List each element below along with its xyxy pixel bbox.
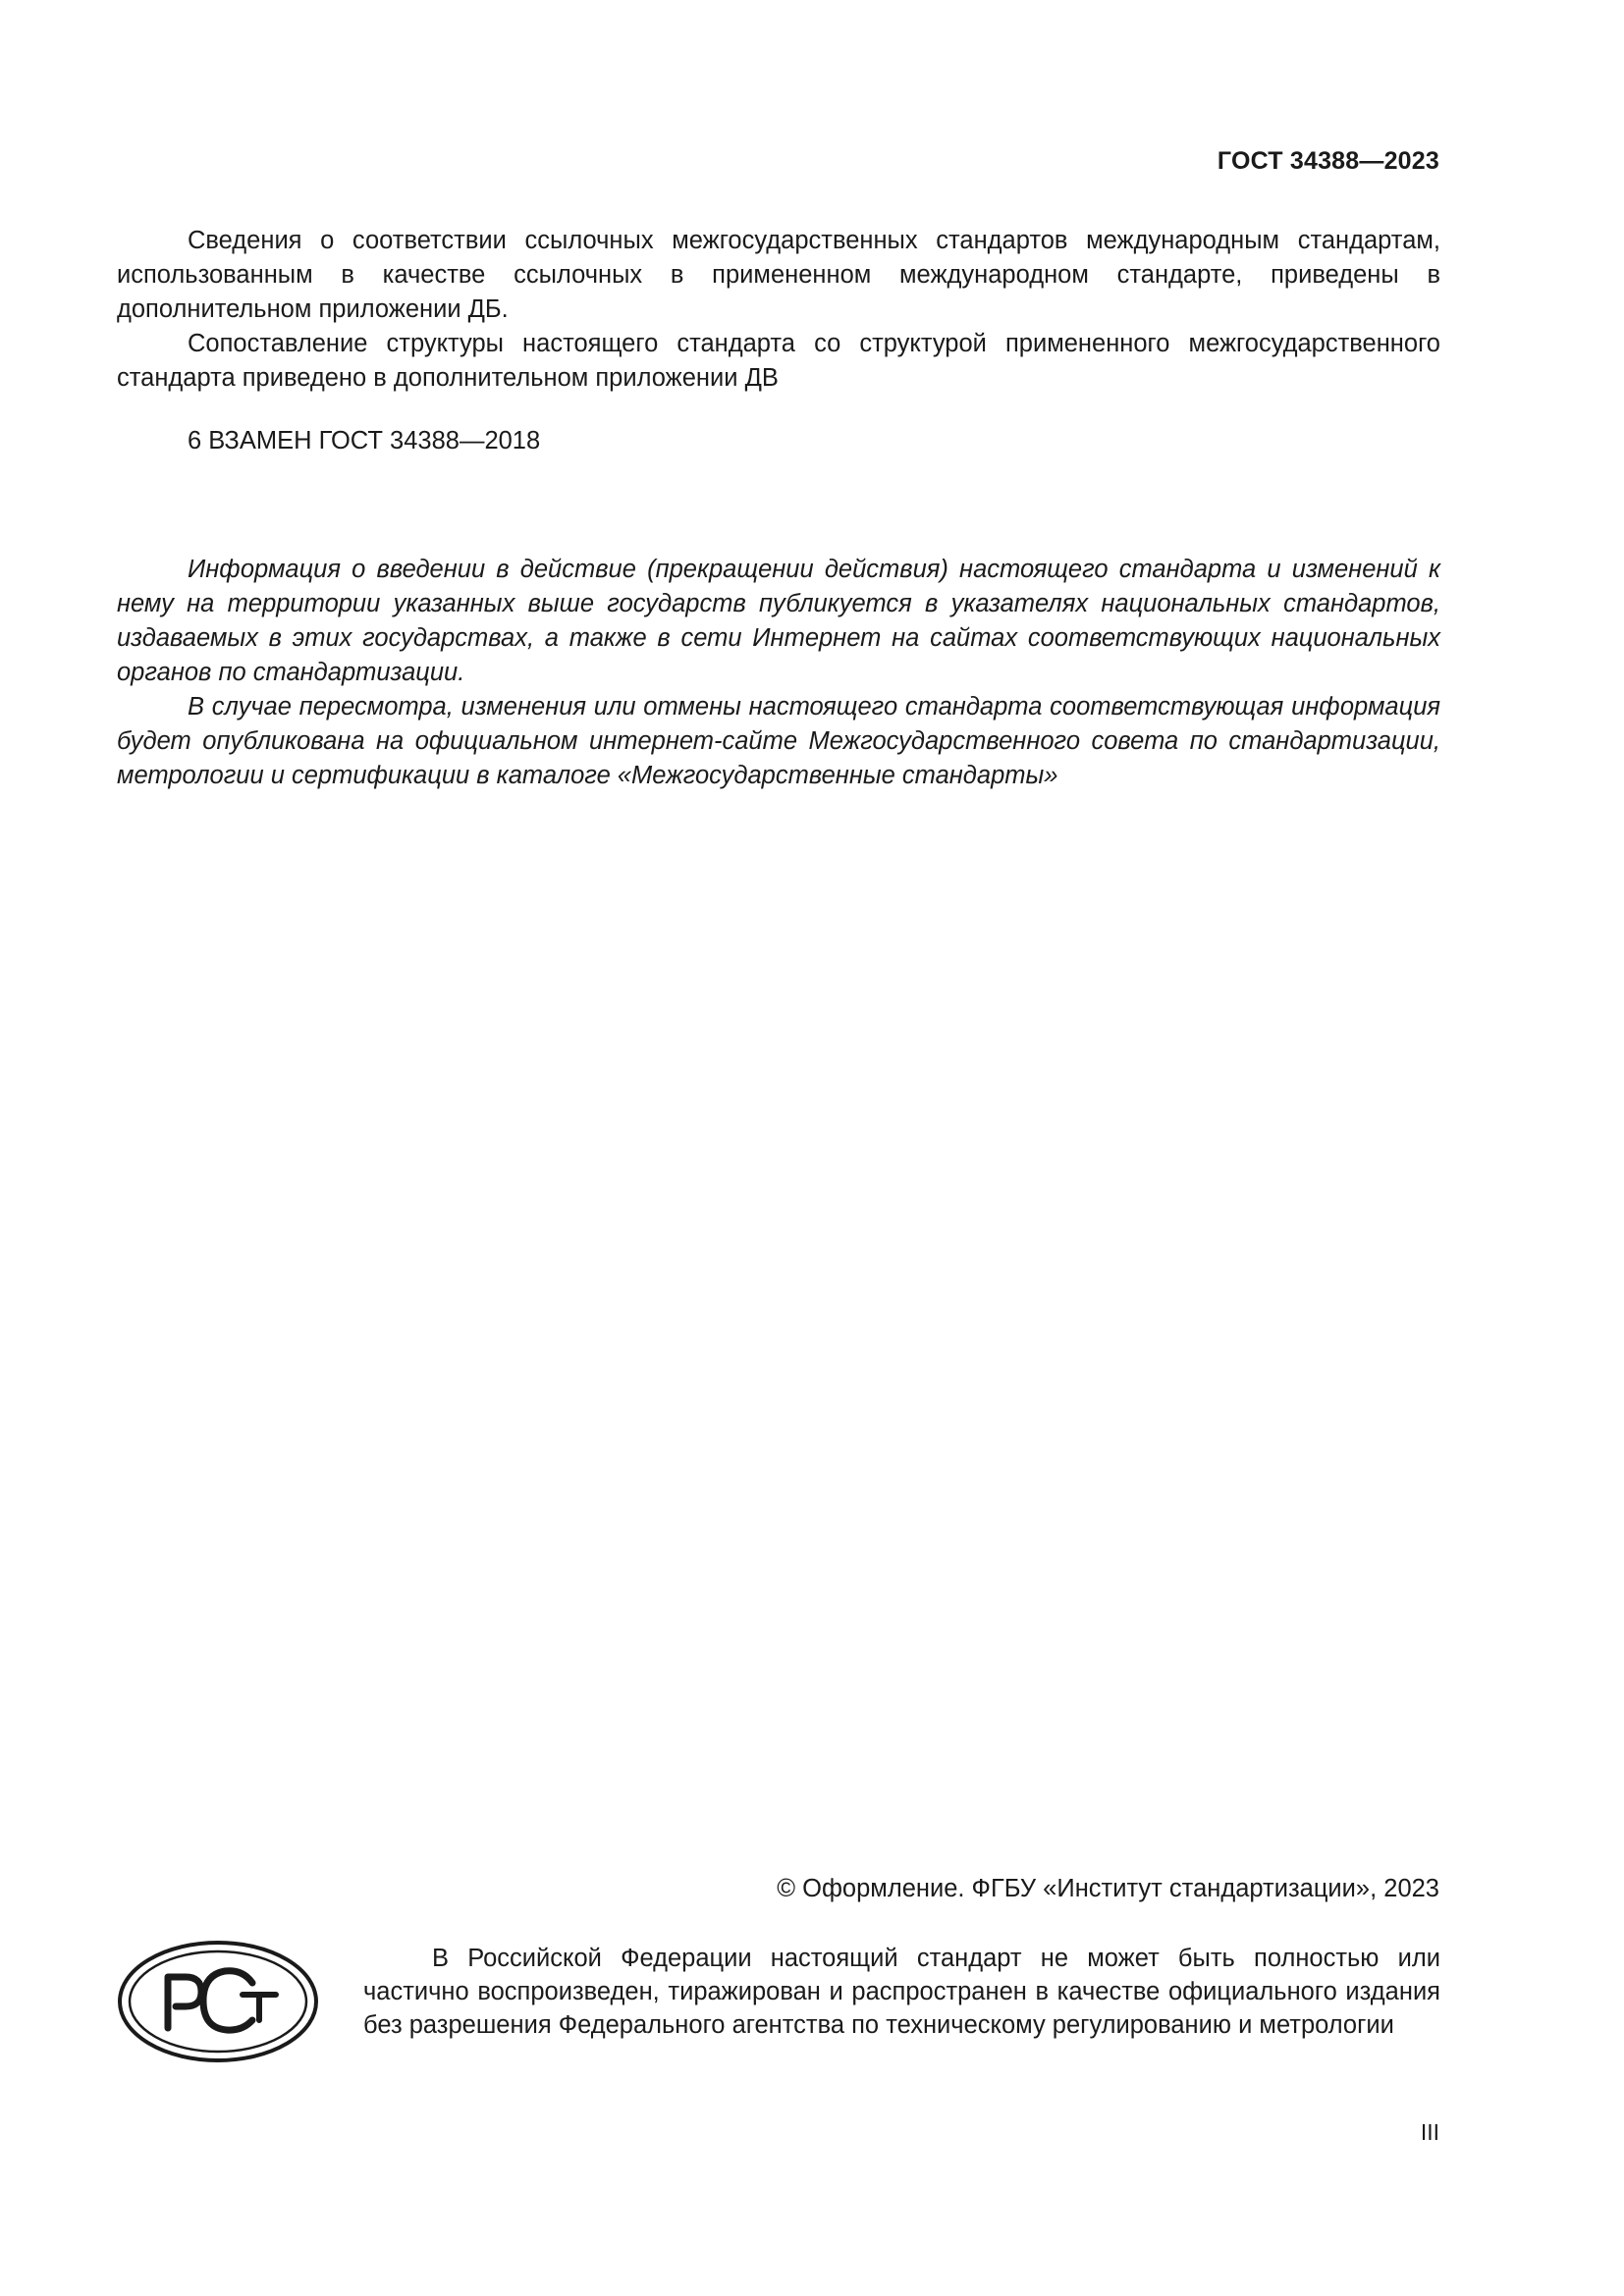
- information-section: [117, 553, 1440, 793]
- information-paragraph-2: В случае пересмотра, изменения или отмены настоящего стандарта соответствующая информация будет опубликована на официальном интернет-сайте Межгосударственного совета по стандартизации, метрологии и сертификации в каталоге «Межгосударственные стандарты»: [117, 693, 1440, 789]
- reproduction-notice: [363, 1942, 1440, 2042]
- copyright-line: © Оформление. ФГБУ «Институт стандартизации», 2023: [777, 1875, 1439, 1902]
- information-paragraph-1: Информация о введении в действие (прекращении действия) настоящего стандарта и изменений к нему на территории указанных выше государств публикуется в указателях национальных стандартов, издаваемых в этих государствах, а также в сети Интернет на сайтах соответствующих национальных органов по стандартизации.: [117, 556, 1440, 686]
- reproduction-notice-text: В Российской Федерации настоящий стандарт не может быть полностью или частично воспроизведен, тиражирован и распространен в качестве официального издания без разрешения Федерального агентства по техническому регулированию и метрологии: [363, 1945, 1440, 2039]
- rst-logo-icon: [117, 1940, 319, 2063]
- references-paragraph-1: Сведения о соответствии ссылочных межгосударственных стандартов международным стандартам, использованным в качестве ссылочных в примененном международном стандарте, приведены в дополнительном приложении ДБ.: [117, 227, 1440, 323]
- references-section: [117, 224, 1440, 396]
- references-paragraph-2: Сопоставление структуры настоящего стандарта со структурой примененного межгосударственного стандарта приведено в дополнительном приложении ДВ: [117, 330, 1440, 392]
- document-id-header: ГОСТ 34388—2023: [1217, 147, 1439, 175]
- page-number: III: [1420, 2119, 1439, 2145]
- replaced-standard-line: 6 ВЗАМЕН ГОСТ 34388—2018: [188, 427, 541, 454]
- replaced-standard-section: [117, 424, 1440, 458]
